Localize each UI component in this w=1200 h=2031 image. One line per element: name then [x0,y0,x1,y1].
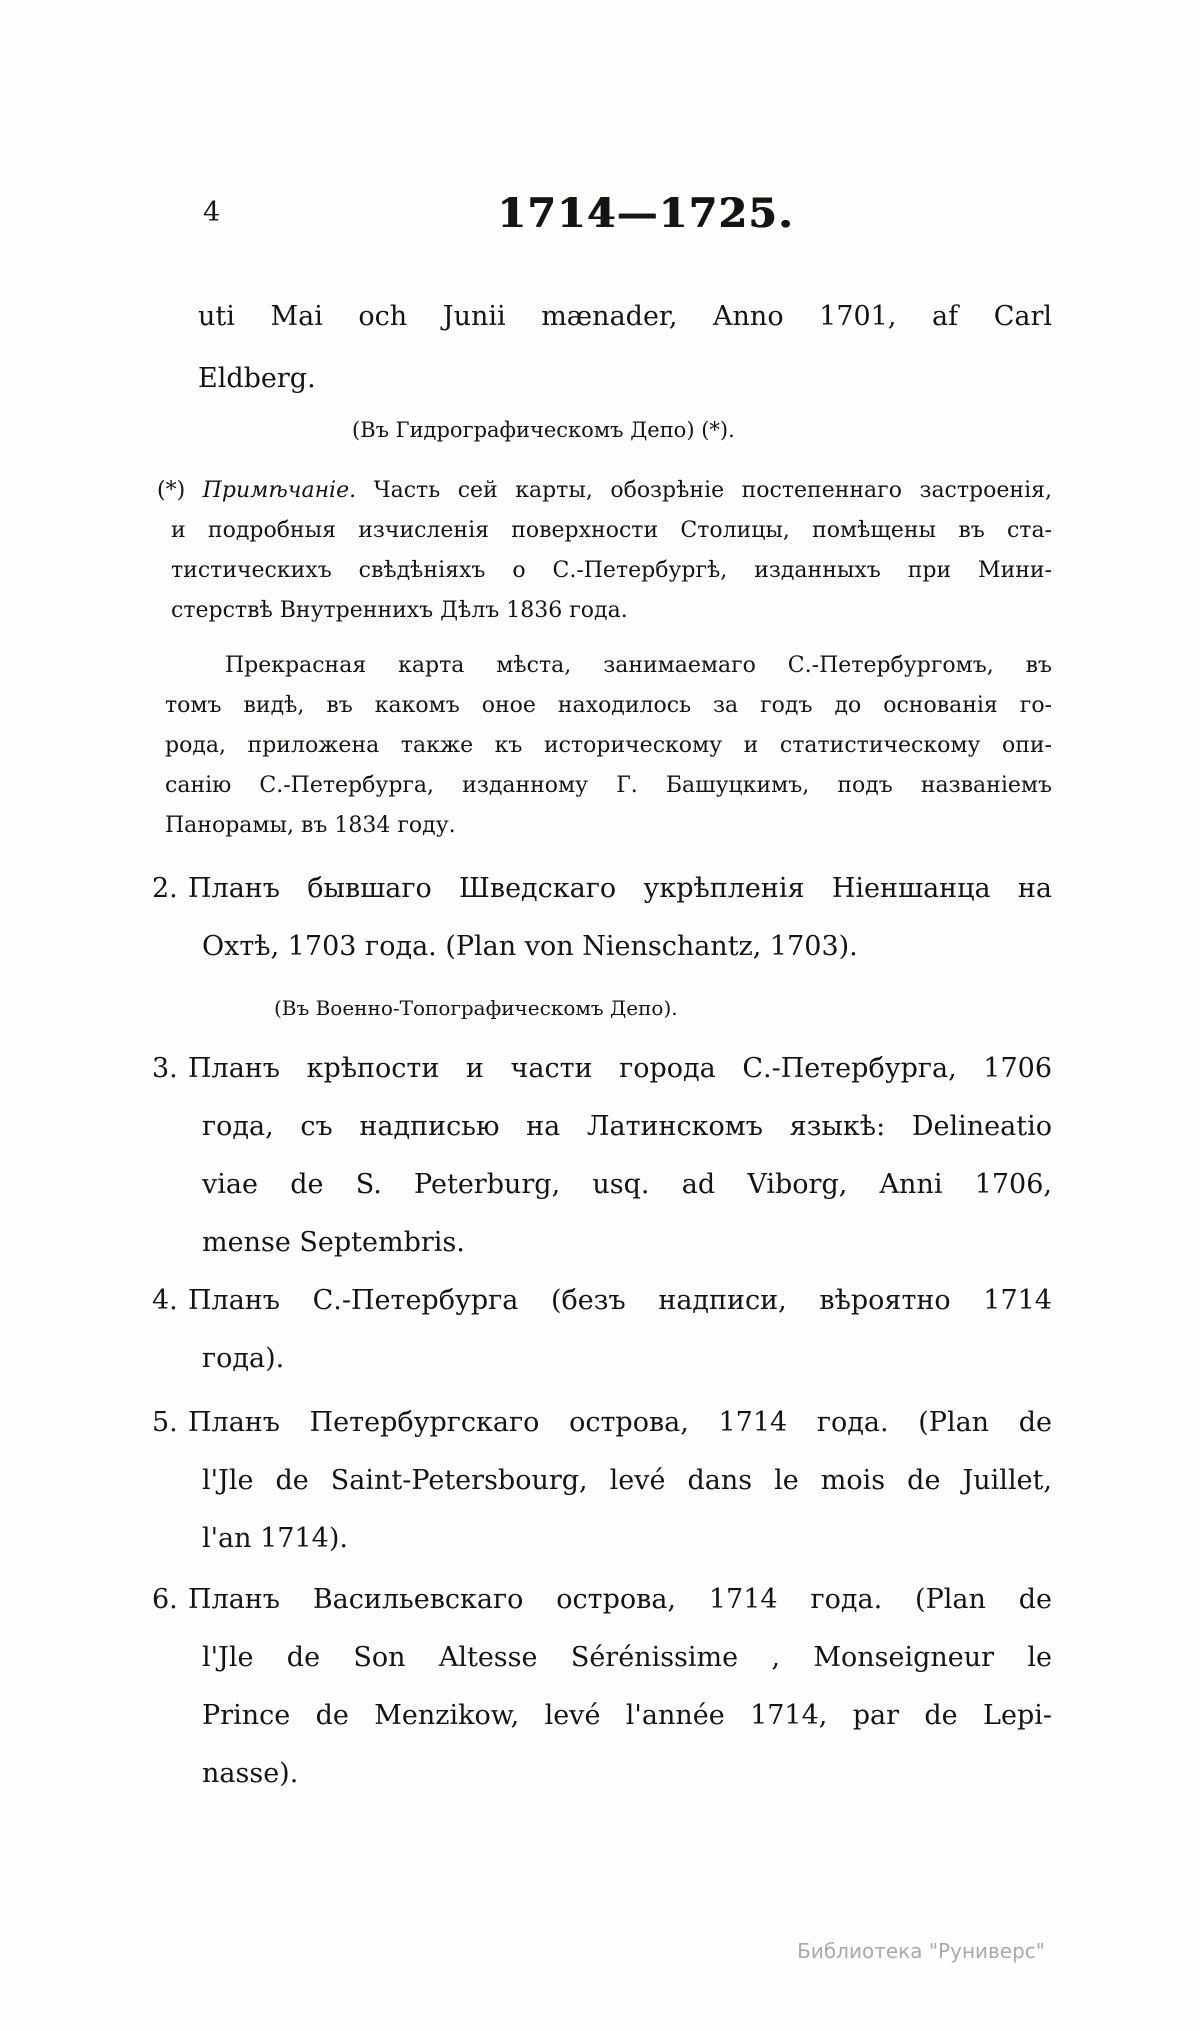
entry-carryover [198,286,1052,410]
footnote-paragraph-1 [157,471,1052,631]
footnote-line [157,471,1052,511]
footnote-line: томъ видѣ, въ какомъ оное находилось за годъ до основанія го- [165,693,1052,718]
depot-note-hydrographic: (Въ Гидрографическомъ Депо) (*). [352,418,735,442]
entry-line: года). [202,1343,285,1374]
catalogue-entry-3 [152,1040,1052,1272]
entry-line: Планъ крѣпости и части города С.-Петербурга, 1706 [188,1053,1052,1084]
entry-line: Планъ бывшаго Шведскаго укрѣпленія Ніеншанца на [188,873,1052,904]
entry-number: 5. [152,1407,178,1438]
catalogue-entry-4 [152,1272,1052,1388]
footnote-line: Прекрасная карта мѣста, занимаемаго С.-Петербургомъ, въ [225,653,1052,678]
footnote-line: санію С.-Петербурга, изданному Г. Башуцкимъ, подъ названіемъ [165,773,1052,798]
entry-number: 4. [152,1285,178,1316]
entry-line: Охтѣ, 1703 года. (Plan von Nienschantz, 1703). [202,931,858,962]
footnote-label: Примѣчаніе. [202,478,357,503]
footnote-text: Часть сей карты, обозрѣніе постепеннаго застроенія, [373,478,1052,503]
entry-line: nasse). [202,1758,299,1789]
footnote-marker: (*) [157,478,186,503]
page-title: 1714—1725. [498,190,795,237]
footnote-line: рода, приложена также къ историческому и статистическому опи- [165,733,1052,758]
footnote-line: тистическихъ свѣдѣніяхъ о С.-Петербургѣ, изданныхъ при Мини- [171,558,1052,583]
entry-line: l'an 1714). [202,1523,348,1554]
footnote-paragraph-2 [157,646,1052,846]
entry-line: года, съ надписью на Латинскомъ языкѣ: Delineatio [202,1111,1052,1142]
page-number: 4 [203,197,221,228]
entry-number: 2. [152,873,178,904]
entry-line: Планъ Петербургскаго острова, 1714 года. (Plan de [188,1407,1052,1438]
library-watermark: Библиотека "Руниверс" [797,1939,1045,1963]
catalogue-entry-6 [152,1571,1052,1803]
entry-line: Планъ Васильевскаго острова, 1714 года. (Plan de [188,1584,1052,1615]
footnote-line: Панорамы, въ 1834 году. [165,813,456,838]
entry-line: Планъ С.-Петербурга (безъ надписи, вѣроятно 1714 [188,1285,1052,1316]
footnote-line: стерствѣ Внутреннихъ Дѣлъ 1836 года. [171,598,628,623]
entry-line: l'Jle de Son Altesse Sérénissime , Monseigneur le [202,1642,1052,1673]
entry-line: l'Jle de Saint-Petersbourg, levé dans le mois de Juillet, [202,1465,1052,1496]
entry-carryover-line: Eldberg. [198,363,316,394]
footnote-line: и подробныя изчисленія поверхности Столицы, помѣщены въ ста- [171,518,1052,543]
entry-line: Prince de Menzikow, levé l'année 1714, par de Lepi- [202,1700,1052,1731]
depot-note-military-topographic: (Въ Военно-Топографическомъ Депо). [274,996,678,1020]
entry-carryover-line: uti Mai och Junii mænader, Anno 1701, af Carl [198,301,1052,332]
entry-line: viae de S. Peterburg, usq. ad Viborg, Anni 1706, [202,1169,1052,1200]
entry-number: 6. [152,1584,178,1615]
catalogue-entry-2 [152,860,1052,976]
entry-number: 3. [152,1053,178,1084]
entry-line: mense Septembris. [202,1227,465,1258]
catalogue-entry-5 [152,1394,1052,1568]
